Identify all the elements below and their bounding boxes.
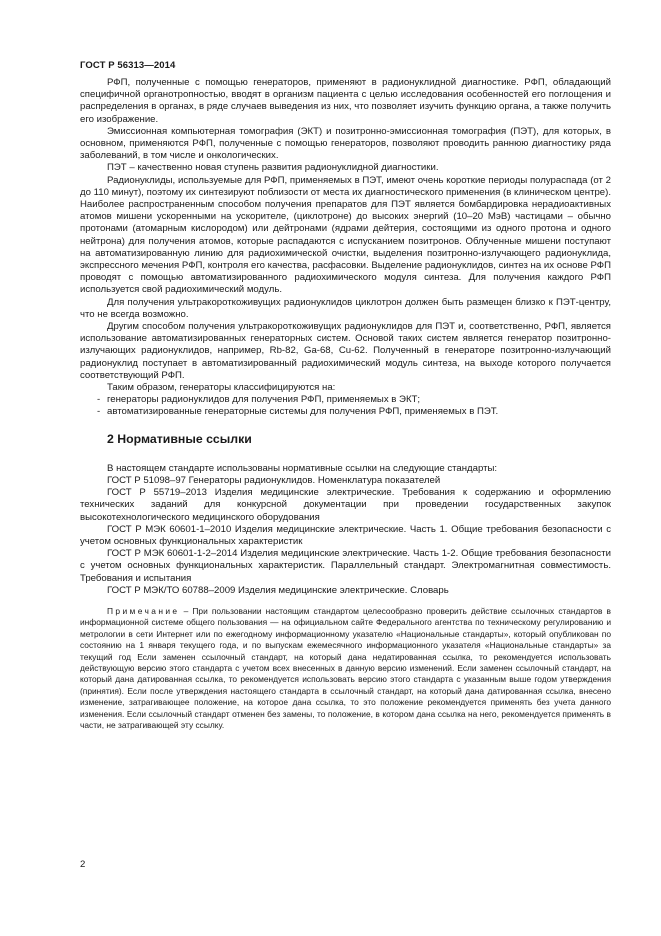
note-text: – При пользовании настоящим стандартом целесообразно проверить действие ссылочных стандартов в информационной системе общего пользования — на официальном сайте Федерального агентства по техническому регулированию и метрологии в сети Интернет или по ежегодному информационному указателю «Национальные стандарты», который опубликован по состоянию на 1 января текущего года, и по выпускам ежемесячного информационного указателя «Национальные стандарты» за текущий год Если заменен ссылочный стандарт, на который дана недатированная ссылка, то рекомендуется использовать действующую версию этого стандарта с учетом всех внесенных в данную версию изменений. Если заменен ссылочный стандарт, на который дана датированная ссылка, то рекомендуется использовать версию этого стандарта с указанным выше годом утверждения (принятия). Если после утверждения настоящего стандарта в ссылочный стандарт, на который дана датированная ссылка, внесено изменение, затрагивающее положение, на которое дана ссылка, то это положение рекомендуется применять без учета данного изменения. Если ссылочный стандарт отменен без замены, то положение, в котором дана ссылка на него, рекомендуется применять в части, не затрагивающей эту ссылку.: [80, 605, 611, 730]
list-item: [80, 394, 611, 406]
note-label: Примечание: [107, 605, 180, 616]
paragraph: Таким образом, генераторы классифицируются на:: [107, 382, 336, 394]
page-content: [80, 77, 611, 731]
reference-item: ГОСТ Р 51098–97 Генераторы радионуклидов. Номенклатура показателей: [107, 474, 441, 486]
list-item-text: автоматизированные генераторные системы для получения РФП, применяемых в ПЭТ.: [107, 406, 499, 418]
list-dash: -: [97, 394, 101, 406]
note: [80, 606, 611, 731]
paragraph: Для получения ультракороткоживущих радионуклидов циклотрон должен быть размещен близко к ПЭТ-центру, что не всегда возможно.: [80, 296, 611, 320]
paragraph: Радионуклиды, используемые для РФП, применяемых в ПЭТ, имеют очень короткие периоды полураспада (от 2 до 110 минут), поэтому их синтезируют поблизости от места их диагностического применения (в клиническом центре). Наиболее распространенным способом получения препаратов для ПЭТ является бомбардировка нерадиоактивных атомов мишени ускоренными на ускорителе, (циклотроне) до высоких энергий (10–20 МэВ) частицами – обычно протонами (атомарным кислородом) или дейтронами (ядрами дейтерия, состоящими из одного протона и одного нейтрона) для получения атомов, которые распадаются с испусканием позитронов. Облученные мишени поступают на автоматизированную линию для радиохимической очистки, выделения позитронно-излучающего радионуклида, экспрессного мечения РФП, контроля его качества, расфасовки. Выделение радионуклидов, синтез на их основе РФП проводят с помощью автоматизированного радиохимического модуля синтеза. Для получения каждого РФП используется свой радиохимический модуль.: [80, 174, 611, 296]
reference-item: ГОСТ Р МЭК 60601-1-2–2014 Изделия медицинские электрические. Часть 1-2. Общие требования безопасности с учетом основных функциональных характеристик. Параллельный стандарт. Электромагнитная совместимость. Требования и испытания: [80, 548, 611, 584]
list-dash: -: [97, 406, 101, 418]
paragraph: РФП, полученные с помощью генераторов, применяют в радионуклидной диагностике. РФП, обладающий специфичной органотропностью, вводят в организм пациента с целью исследования особенностей его поглощения и распределения в органах, в ряде случаев выведения из них, что позволяет изучить функцию органа, а также получить его изображение.: [80, 77, 611, 125]
section-heading: 2 Нормативные ссылки: [107, 431, 252, 446]
reference-item: ГОСТ Р МЭК/ТО 60788–2009 Изделия медицинские электрические. Словарь: [107, 584, 449, 596]
paragraph: Эмиссионная компьютерная томография (ЭКТ) и позитронно-эмиссионная томография (ПЭТ), для которых, в основном, применяются РФП, полученные с помощью генераторов, позволяют проводить раннюю диагностику ряда заболеваний, в том числе и онкологических.: [80, 125, 611, 162]
list-item: [80, 406, 611, 418]
paragraph: Другим способом получения ультракороткоживущих радионуклидов для ПЭТ и, соответственно, РФП, является использование автоматизированных генераторных систем. Основой таких систем является генератор позитронно-излучающих радионуклидов, например, Rb-82, Ga-68, Cu-62. Полученный в генераторе позитронно-излучающий радионуклид поступает в автоматизированный радиохимический модуль синтеза, на выходе которого получается соответствующий РФП.: [80, 321, 611, 381]
document-header: ГОСТ Р 56313—2014: [80, 60, 176, 71]
list-item-text: генераторы радионуклидов для получения РФП, применяемых в ЭКТ;: [107, 394, 421, 406]
reference-item: ГОСТ Р 55719–2013 Изделия медицинские электрические. Требования к содержанию и оформлению технических заданий для конкурсной документации при проведении государственных закупок высокотехнологического медицинского оборудования: [80, 487, 611, 523]
paragraph: ПЭТ – качественно новая ступень развития радионуклидной диагностики.: [107, 162, 439, 174]
page-number: 2: [80, 859, 86, 870]
paragraph: В настоящем стандарте использованы нормативные ссылки на следующие стандарты:: [107, 462, 498, 474]
reference-item: ГОСТ Р МЭК 60601-1–2010 Изделия медицинские электрические. Часть 1. Общие требования безопасности с учетом основных функциональных характеристик: [80, 523, 611, 547]
